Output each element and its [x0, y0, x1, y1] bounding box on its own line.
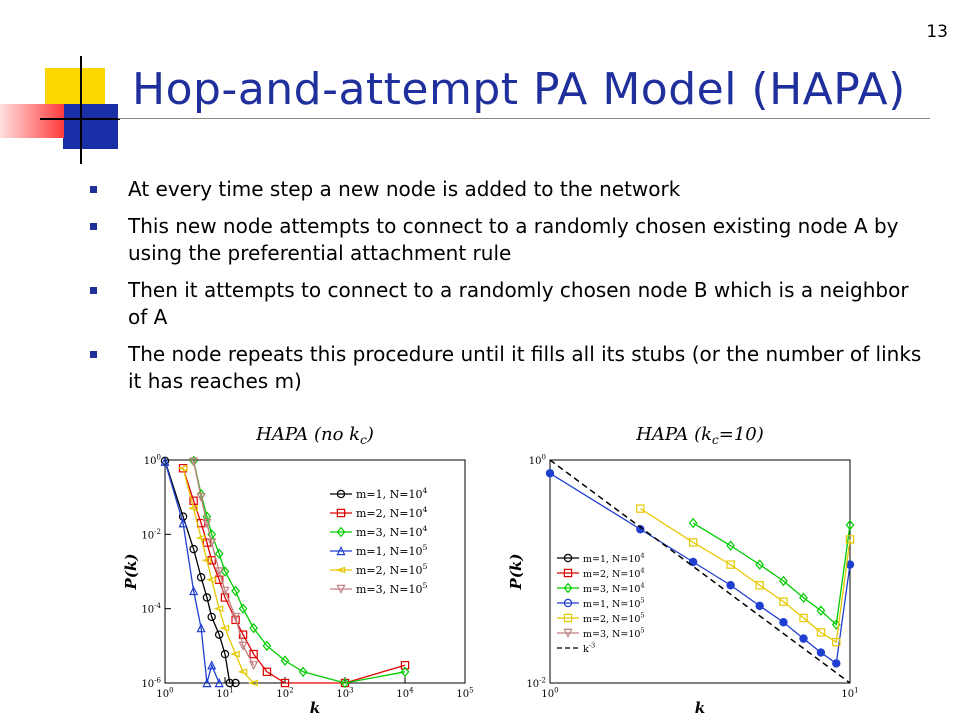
x-tick-label: $10^2$ [276, 686, 294, 700]
x-tick-label: $10^5$ [456, 686, 474, 700]
x-tick-label: $10^4$ [396, 686, 414, 700]
slide-title: Hop-and-attempt PA Model (HAPA) [132, 64, 906, 115]
bullet-text: This new node attempts to connect to a randomly chosen existing node A by using the preferential attachment rule [128, 214, 899, 265]
bullet-text: At every time step a new node is added to the network [128, 177, 681, 201]
x-tick-label: $10^3$ [336, 686, 354, 700]
y-tick-label: $10^{-6}$ [141, 676, 161, 690]
y-tick-label: $10^{-2}$ [141, 527, 161, 542]
bullet-text: The node repeats this procedure until it fills all its stubs (or the number of links it has reaches m) [128, 342, 922, 393]
y-tick-label: $10^{-2}$ [526, 676, 546, 690]
data-point [727, 582, 734, 589]
x-tick-label: $10^1$ [216, 686, 234, 700]
data-point [833, 660, 840, 667]
chart-title: HAPA (no $k_c$) [256, 424, 374, 447]
slide-number: 13 [926, 22, 948, 42]
y-tick-label: $10^{-4}$ [141, 602, 161, 616]
data-point [817, 649, 824, 656]
legend-label: m=3, $N=10^5$ [356, 581, 428, 596]
y-axis-label: P(k) [122, 553, 140, 590]
deco-blue-square [63, 104, 118, 149]
legend-label: m=1, $N=10^4$ [356, 486, 428, 501]
legend-label: m=2, $N=10^4$ [583, 566, 645, 580]
legend-label: m=3, $N=10^4$ [583, 581, 645, 595]
bullet-item [90, 277, 930, 331]
bullet-text: Then it attempts to connect to a randomly chosen node B which is a neighbor of A [128, 278, 909, 329]
x-axis-label: k [309, 699, 321, 715]
bullet-marker [90, 223, 97, 230]
legend-label: m=1, $N=10^5$ [583, 596, 645, 610]
bullet-item [90, 341, 930, 395]
data-point [800, 635, 807, 642]
hapa-kc10-chart [505, 420, 865, 715]
deco-vertical-line [80, 56, 82, 164]
y-tick-label: $10^0$ [528, 453, 546, 467]
x-tick-label: $10^0$ [156, 686, 174, 700]
legend-label: m=3, $N=10^4$ [356, 524, 428, 539]
deco-red-square [0, 104, 64, 138]
deco-horizontal-line [40, 118, 120, 120]
hapa-no-kc-chart [120, 420, 480, 715]
bullet-marker [90, 186, 97, 193]
deco-title-rule [118, 118, 930, 119]
bullet-list [90, 176, 930, 405]
bullet-item [90, 213, 930, 267]
x-axis-label: k [694, 699, 706, 715]
legend-label: m=2, $N=10^5$ [356, 562, 428, 577]
bullet-marker [90, 287, 97, 294]
chart-title: HAPA $(k_c=10)$ [636, 424, 764, 447]
data-point [780, 619, 787, 626]
bullet-marker [90, 351, 97, 358]
x-tick-label: $10^0$ [541, 686, 559, 700]
y-tick-label: $10^0$ [143, 453, 161, 467]
legend-label: m=2, $N=10^5$ [583, 611, 645, 625]
y-axis-label: P(k) [507, 553, 525, 590]
legend-label: m=2, $N=10^4$ [356, 505, 428, 520]
legend-label: m=1, $N=10^4$ [583, 551, 645, 565]
data-point [756, 602, 763, 609]
x-tick-label: $10^1$ [841, 686, 859, 700]
legend-label: $k^{-3}$ [583, 641, 596, 655]
data-point [546, 470, 553, 477]
legend-label: m=3, $N=10^5$ [583, 626, 645, 640]
legend-label: m=1, $N=10^5$ [356, 543, 428, 558]
bullet-item [90, 176, 930, 203]
